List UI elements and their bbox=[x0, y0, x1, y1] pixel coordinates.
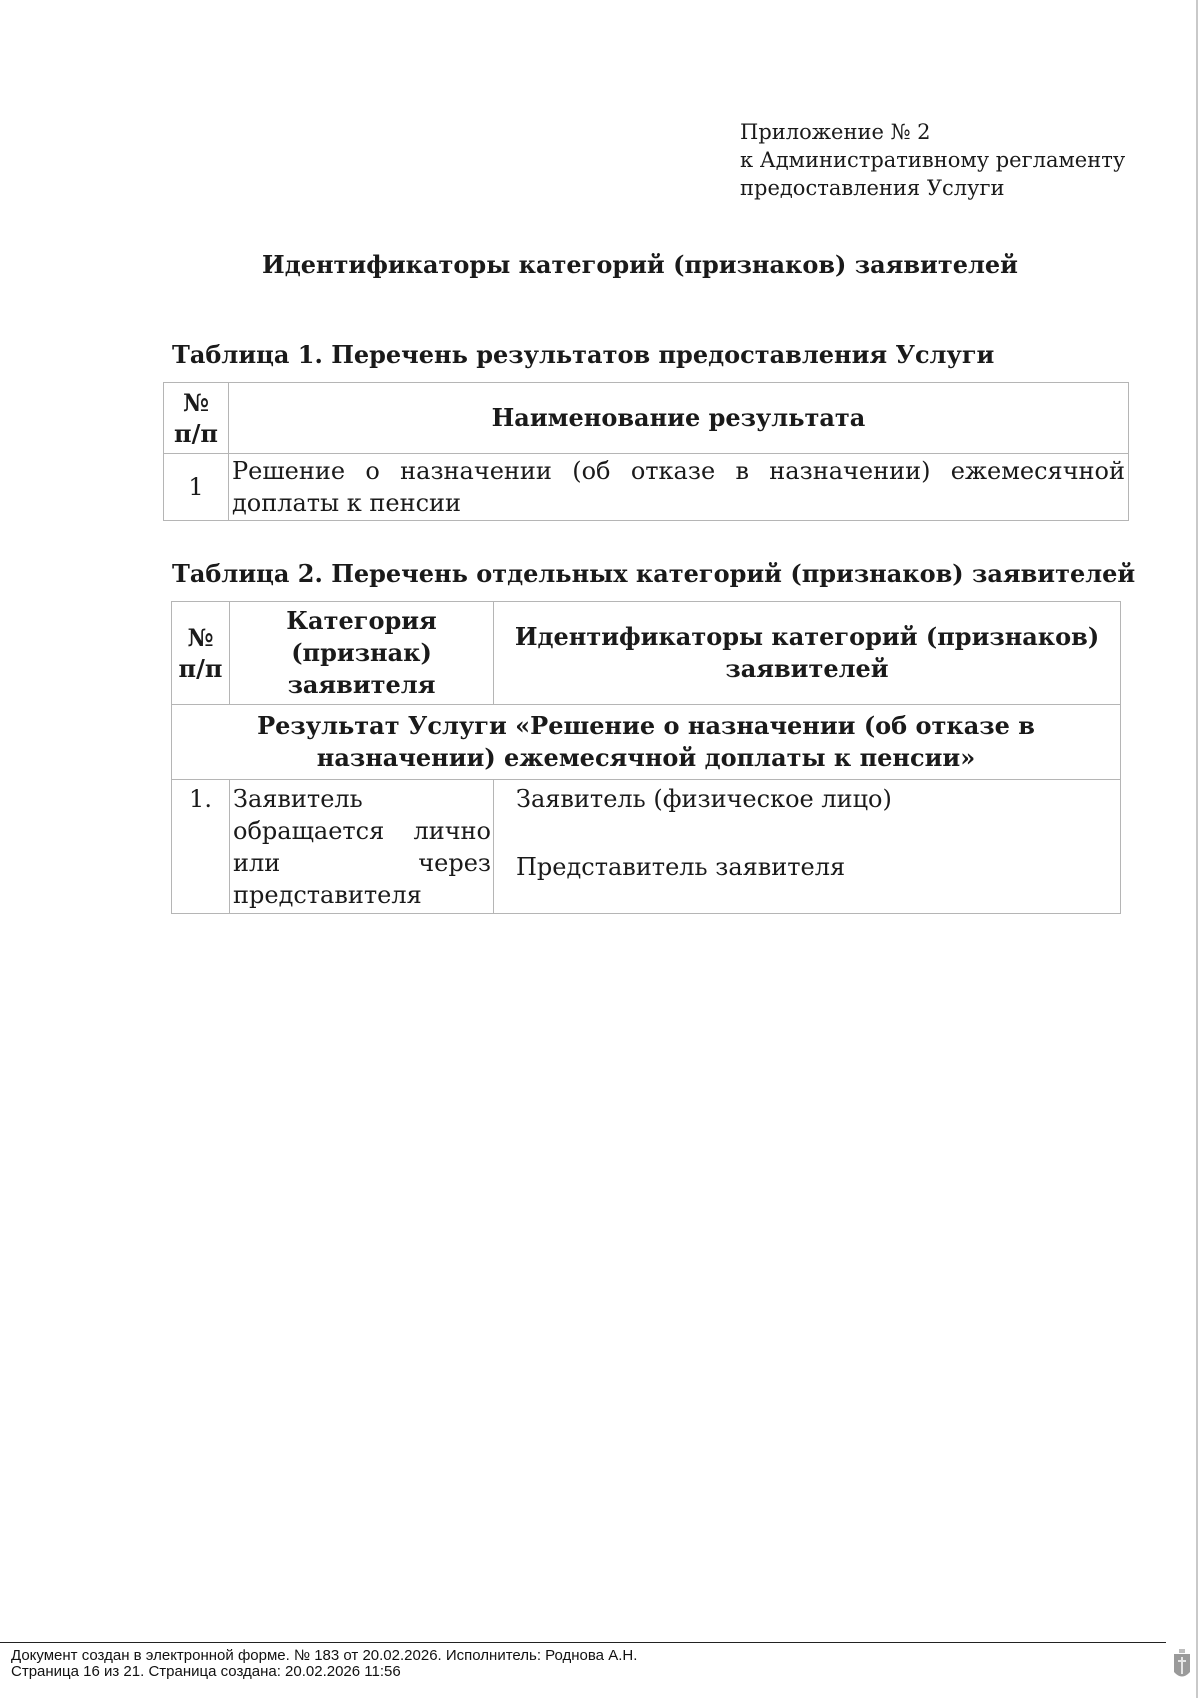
identifier-item: Заявитель (физическое лицо) bbox=[516, 785, 892, 813]
column-header-result-name: Наименование результата bbox=[229, 383, 1129, 454]
annex-reference: к Административному регламенту bbox=[740, 148, 1126, 172]
results-table bbox=[163, 382, 1129, 521]
column-header-identifiers: Идентификаторы категорий (признаков) заявителей bbox=[494, 602, 1121, 705]
footer-divider bbox=[0, 1642, 1166, 1643]
section-row bbox=[172, 705, 1121, 780]
table-row bbox=[164, 454, 1129, 521]
column-header-category: Категория (признак) заявителя bbox=[230, 602, 494, 705]
page-title: Идентификаторы категорий (признаков) заявителей bbox=[262, 250, 1018, 279]
column-header-number bbox=[164, 383, 229, 454]
table1-caption: Таблица 1. Перечень результатов предоставления Услуги bbox=[172, 340, 995, 369]
document-footer bbox=[11, 1648, 637, 1680]
coat-of-arms-icon bbox=[1172, 1648, 1192, 1682]
table-header-row bbox=[164, 383, 1129, 454]
column-header-number-abbr: п/п bbox=[178, 654, 223, 683]
table2-caption: Таблица 2. Перечень отдельных категорий (признаков) заявителей bbox=[172, 559, 1136, 588]
row-number: 1. bbox=[172, 780, 230, 914]
annex-number: Приложение № 2 bbox=[740, 120, 931, 144]
category-identifiers bbox=[494, 780, 1121, 914]
annex-header bbox=[740, 118, 1160, 202]
footer-document-info: Документ создан в электронной форме. № 183 от 20.02.2026. Исполнитель: Роднова А.Н. bbox=[11, 1647, 638, 1664]
row-number: 1 bbox=[164, 454, 229, 521]
applicant-category: Заявитель обращается лично или через представителя bbox=[230, 780, 494, 914]
column-header-number-abbr: п/п bbox=[174, 419, 218, 448]
annex-subject: предоставления Услуги bbox=[740, 176, 1005, 200]
categories-table bbox=[171, 601, 1121, 914]
identifier-item: Представитель заявителя bbox=[516, 853, 846, 881]
section-title: Результат Услуги «Решение о назначении (об отказе в назначении) ежемесячной доплаты к пенсии» bbox=[172, 705, 1121, 780]
column-header-number bbox=[172, 602, 230, 705]
footer-page-info: Страница 16 из 21. Страница создана: 20.02.2026 11:56 bbox=[11, 1663, 401, 1680]
table-row bbox=[172, 780, 1121, 914]
result-name: Решение о назначении (об отказе в назначении) ежемесячной доплаты к пенсии bbox=[229, 454, 1129, 521]
table-header-row bbox=[172, 602, 1121, 705]
column-header-number-symbol: № bbox=[187, 623, 214, 652]
column-header-number-symbol: № bbox=[182, 388, 210, 417]
page-edge bbox=[1196, 0, 1198, 1698]
